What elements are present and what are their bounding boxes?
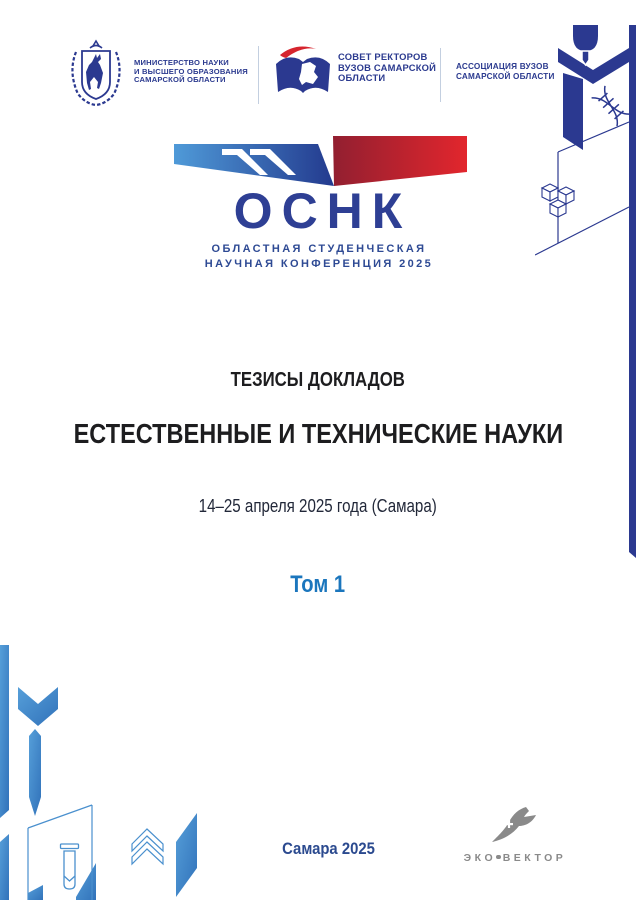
volume-row <box>0 571 636 599</box>
association-line: АССОЦИАЦИЯ ВУЗОВ <box>456 62 549 71</box>
association-block <box>456 62 555 82</box>
conference-subtitle-line: НАУЧНАЯ КОНФЕРЕНЦИЯ 2025 <box>204 258 434 270</box>
left-decor-strip <box>0 630 220 900</box>
flag-icon <box>563 73 583 150</box>
ministry-line: САМАРСКОЙ ОБЛАСТИ <box>134 75 226 85</box>
parallelogram-icon <box>76 863 96 900</box>
rectors-line: СОВЕТ РЕКТОРОВ <box>338 51 428 62</box>
date-row <box>0 496 636 517</box>
rectors-line: ВУЗОВ САМАРСКОЙ <box>338 61 437 73</box>
title-row <box>0 418 636 450</box>
edge-bar-icon <box>0 645 9 818</box>
right-wing <box>333 136 467 186</box>
flask-icon <box>573 25 598 51</box>
conference-subtitle <box>0 242 636 272</box>
right-decor-strip <box>535 0 636 580</box>
volume-text: Том 1 <box>290 571 346 598</box>
ministry-line: И ВЫСШЕГО ОБРАЗОВАНИЯ <box>134 66 248 76</box>
header-divider <box>440 48 441 102</box>
pointer-bar-icon <box>29 729 41 816</box>
ministry-block <box>134 59 248 85</box>
ministry-line: МИНИСТЕРСТВО НАУКИ <box>134 58 229 67</box>
city-year-text: Самара 2025 <box>282 840 376 858</box>
publisher-name <box>450 852 580 864</box>
dna-icon <box>592 86 631 126</box>
header-divider <box>258 46 259 104</box>
flask-neck-icon <box>582 51 589 65</box>
rectors-council-block <box>338 52 436 84</box>
publisher-logo <box>450 806 580 864</box>
publisher-dot-icon <box>496 855 501 860</box>
publisher-bird-icon <box>492 806 538 844</box>
association-line: САМАРСКОЙ ОБЛАСТИ <box>456 72 555 81</box>
parallelogram-icon <box>28 885 43 900</box>
publisher-word: ВЕКТОР <box>502 852 567 864</box>
rectors-line: ОБЛАСТИ <box>338 72 386 84</box>
publisher-word: ЭКО <box>463 852 497 864</box>
date-place-text: 14–25 апреля 2025 года (Самара) <box>198 496 438 516</box>
kicker-row <box>0 369 636 392</box>
edge-bar-icon <box>629 25 636 558</box>
main-title-text: ЕСТЕСТВЕННЫЕ И ТЕХНИЧЕСКИЕ НАУКИ <box>73 418 563 449</box>
chevron-down-icon <box>18 687 58 726</box>
kicker-text: ТЕЗИСЫ ДОКЛАДОВ <box>230 369 406 391</box>
conference-acronym: ОСНК <box>233 183 412 239</box>
open-book-map-icon <box>272 42 334 102</box>
coat-of-arms-icon <box>64 38 128 108</box>
conference-subtitle-line: ОБЛАСТНАЯ СТУДЕНЧЕСКАЯ <box>211 243 427 255</box>
